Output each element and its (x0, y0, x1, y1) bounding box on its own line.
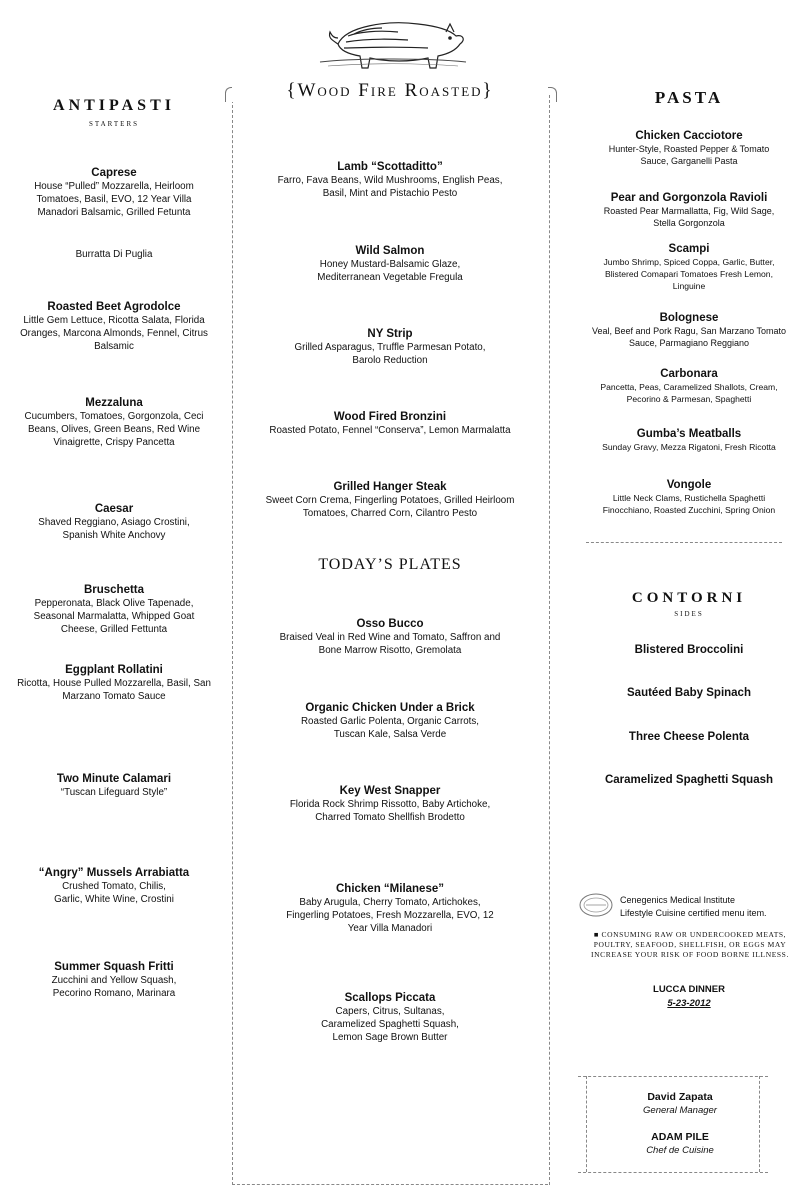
item-desc: Roasted Potato, Fennel “Conserva”, Lemon Marmalatta (269, 425, 511, 436)
item-desc: Honey Mustard-Balsamic Glaze, Mediterranean Vegetable Fregula (317, 259, 463, 283)
menu-item (232, 701, 548, 741)
contorni-subtitle: SIDES (674, 610, 704, 618)
item-name: Chicken “Milanese” (335, 883, 444, 895)
cenegenics-seal-icon (578, 892, 614, 918)
staff-member (586, 1090, 774, 1117)
item-desc: Sunday Gravy, Mezza Rigatoni, Fresh Ricotta (602, 442, 776, 452)
item-name: Scampi (668, 243, 710, 255)
item-name: Key West Snapper (339, 785, 441, 797)
side-item (578, 643, 800, 657)
menu-item (0, 960, 228, 1000)
item-desc: Grilled Asparagus, Truffle Parmesan Potato, Barolo Reduction (294, 342, 486, 366)
menu-item (578, 129, 800, 167)
item-name: Two Minute Calamari (56, 773, 172, 785)
item-name: Three Cheese Polenta (628, 731, 750, 743)
item-desc: “Tuscan Lifeguard Style” (60, 787, 168, 798)
item-name: Gumba’s Meatballs (636, 428, 742, 440)
menu-item (232, 160, 548, 200)
item-name: Grilled Hanger Steak (333, 481, 447, 493)
item-desc: Hunter-Style, Roasted Pepper & Tomato Sauce, Garganelli Pasta (608, 144, 770, 166)
item-desc: Burratta Di Puglia (75, 249, 153, 260)
item-name: NY Strip (367, 328, 413, 340)
item-desc: Jumbo Shrimp, Spiced Coppa, Garlic, Butter, Blistered Comapari Tomatoes Fresh Lemon, Linguine (603, 257, 775, 291)
cenegenics-line1: Cenegenics Medical Institute (620, 895, 736, 905)
item-name: Osso Bucco (356, 618, 424, 630)
item-desc: Shaved Reggiano, Asiago Crostini, Spanish White Anchovy (38, 517, 190, 541)
item-name: Lamb “Scottaditto” (337, 161, 443, 173)
item-name: Wood Fired Bronzini (333, 411, 447, 423)
staff-member (586, 1130, 774, 1157)
menu-item (0, 663, 228, 703)
item-desc: Pepperonata, Black Olive Tapenade, Seasonal Marmalatta, Whipped Goat Cheese, Grilled Fettunta (33, 598, 195, 635)
menu-date: 5-23-2012 (667, 998, 711, 1009)
menu-item (0, 866, 228, 906)
item-name: Sautéed Baby Spinach (627, 687, 751, 699)
pasta-title: PASTA (654, 88, 724, 107)
side-item (578, 773, 800, 787)
pasta-divider (586, 542, 782, 543)
menu-item (0, 502, 228, 542)
menu-item (578, 242, 800, 292)
menu-item (0, 166, 228, 219)
staff-role: General Manager (643, 1105, 717, 1116)
todays-plates-title: TODAY’S PLATES (318, 556, 462, 573)
menu-item (0, 300, 228, 353)
item-desc: Braised Veal in Red Wine and Tomato, Saffron and Bone Marrow Risotto, Gremolata (279, 632, 501, 656)
item-name: Summer Squash Fritti (54, 961, 174, 973)
menu-item (0, 248, 228, 261)
item-desc: Crushed Tomato, Chilis, Garlic, White Wine, Crostini (54, 881, 174, 905)
item-desc: Little Gem Lettuce, Ricotta Salata, Florida Oranges, Marcona Almonds, Fennel, Citrus Balsamic (20, 315, 208, 352)
menu-item (578, 191, 800, 229)
menu-item (0, 396, 228, 449)
menu-item (232, 882, 548, 935)
menu-item (578, 427, 800, 453)
item-name: Bolognese (659, 312, 719, 324)
staff-bottom-divider (578, 1172, 768, 1173)
menu-item (232, 327, 548, 367)
staff-name: David Zapata (647, 1091, 713, 1103)
menu-item (578, 311, 800, 349)
menu-footer (578, 983, 800, 1011)
item-name: Caesar (94, 503, 134, 515)
side-item (578, 730, 800, 744)
antipasti-subtitle: STARTERS (88, 120, 140, 128)
item-name: Carbonara (660, 368, 718, 380)
staff-name: ADAM PILE (651, 1131, 709, 1143)
item-desc: Little Neck Clams, Rustichella Spaghetti Finocchiano, Roasted Zucchini, Spring Onion (602, 493, 776, 515)
item-desc: Roasted Garlic Polenta, Organic Carrots, Tuscan Kale, Salsa Verde (300, 716, 480, 740)
contorni-title: CONTORNI (631, 590, 747, 606)
antipasti-title: ANTIPASTI (53, 97, 175, 114)
item-desc: Roasted Pear Marmallatta, Fig, Wild Sage, Stella Gorgonzola (603, 206, 775, 228)
item-desc: Cucumbers, Tomatoes, Gorgonzola, Ceci Beans, Olives, Green Beans, Red Wine Vinaigrette, Crispy Pancetta (24, 411, 204, 448)
item-desc: Farro, Fava Beans, Wild Mushrooms, English Peas, Basil, Mint and Pistachio Pesto (277, 175, 503, 199)
menu-item (232, 617, 548, 657)
item-desc: Ricotta, House Pulled Mozzarella, Basil, San Marzano Tomato Sauce (17, 678, 211, 702)
menu-item (0, 583, 228, 636)
menu-item (232, 410, 548, 437)
item-name: Scallops Piccata (344, 992, 436, 1004)
item-desc: Baby Arugula, Cherry Tomato, Artichokes, Fingerling Potatoes, Fresh Mozzarella, EVO, 12 Year Villa Manadori (286, 897, 494, 934)
item-name: Vongole (666, 479, 712, 491)
item-desc: Florida Rock Shrimp Rissotto, Baby Artichoke, Charred Tomato Shellfish Brodetto (289, 799, 491, 823)
item-name: Bruschetta (83, 584, 145, 596)
item-desc: Pancetta, Peas, Caramelized Shallots, Cream, Pecorino & Parmesan, Spaghetti (600, 382, 778, 404)
item-name: Wild Salmon (355, 245, 425, 257)
item-desc: Sweet Corn Crema, Fingerling Potatoes, Grilled Heirloom Tomatoes, Charred Corn, Cilantro Pesto (265, 495, 515, 519)
menu-item (232, 784, 548, 824)
menu-name: LUCCA DINNER (653, 984, 725, 995)
menu-item (0, 772, 228, 799)
staff-role: Chef de Cuisine (646, 1145, 714, 1156)
menu-item (232, 480, 548, 520)
mid-bottom-divider (232, 1184, 548, 1185)
item-name: Organic Chicken Under a Brick (305, 702, 475, 714)
pig-logo-icon (318, 14, 468, 74)
item-desc: Veal, Beef and Pork Ragu, San Marzano Tomato Sauce, Parmagiano Reggiano (592, 326, 786, 348)
item-name: Pear and Gorgonzola Ravioli (610, 192, 768, 204)
item-desc: Zucchini and Yellow Squash, Pecorino Romano, Marinara (51, 975, 177, 999)
item-name: “Angry” Mussels Arrabiatta (38, 867, 190, 879)
cenegenics-line2: Lifestyle Cuisine certified menu item. (620, 908, 767, 918)
item-desc: House “Pulled” Mozzarella, Heirloom Tomatoes, Basil, EVO, 12 Year Villa Manadori Balsamic, Grilled Fetunta (34, 181, 194, 218)
item-name: Blistered Broccolini (634, 644, 744, 656)
food-safety-warning: ■ CONSUMING RAW OR UNDERCOOKED MEATS, POULTRY, SEAFOOD, SHELLFISH, OR EGGS MAY INCREASE YOUR RISK OF FOOD BORNE ILLNESS. (591, 930, 789, 959)
item-name: Mezzaluna (85, 397, 143, 409)
item-desc: Capers, Citrus, Sultanas, Caramelized Spaghetti Squash, Lemon Sage Brown Butter (321, 1006, 459, 1043)
menu-item (232, 991, 548, 1044)
wood-fire-title: {Wood Fire Roasted} (232, 80, 548, 102)
menu-item (578, 367, 800, 405)
item-name: Roasted Beet Agrodolce (47, 301, 181, 313)
item-name: Chicken Cacciotore (635, 130, 743, 142)
side-item (578, 686, 800, 700)
menu-item (232, 244, 548, 284)
item-name: Caprese (91, 167, 137, 179)
item-name: Eggplant Rollatini (65, 664, 163, 676)
menu-item (578, 478, 800, 516)
item-name: Caramelized Spaghetti Squash (604, 774, 774, 786)
